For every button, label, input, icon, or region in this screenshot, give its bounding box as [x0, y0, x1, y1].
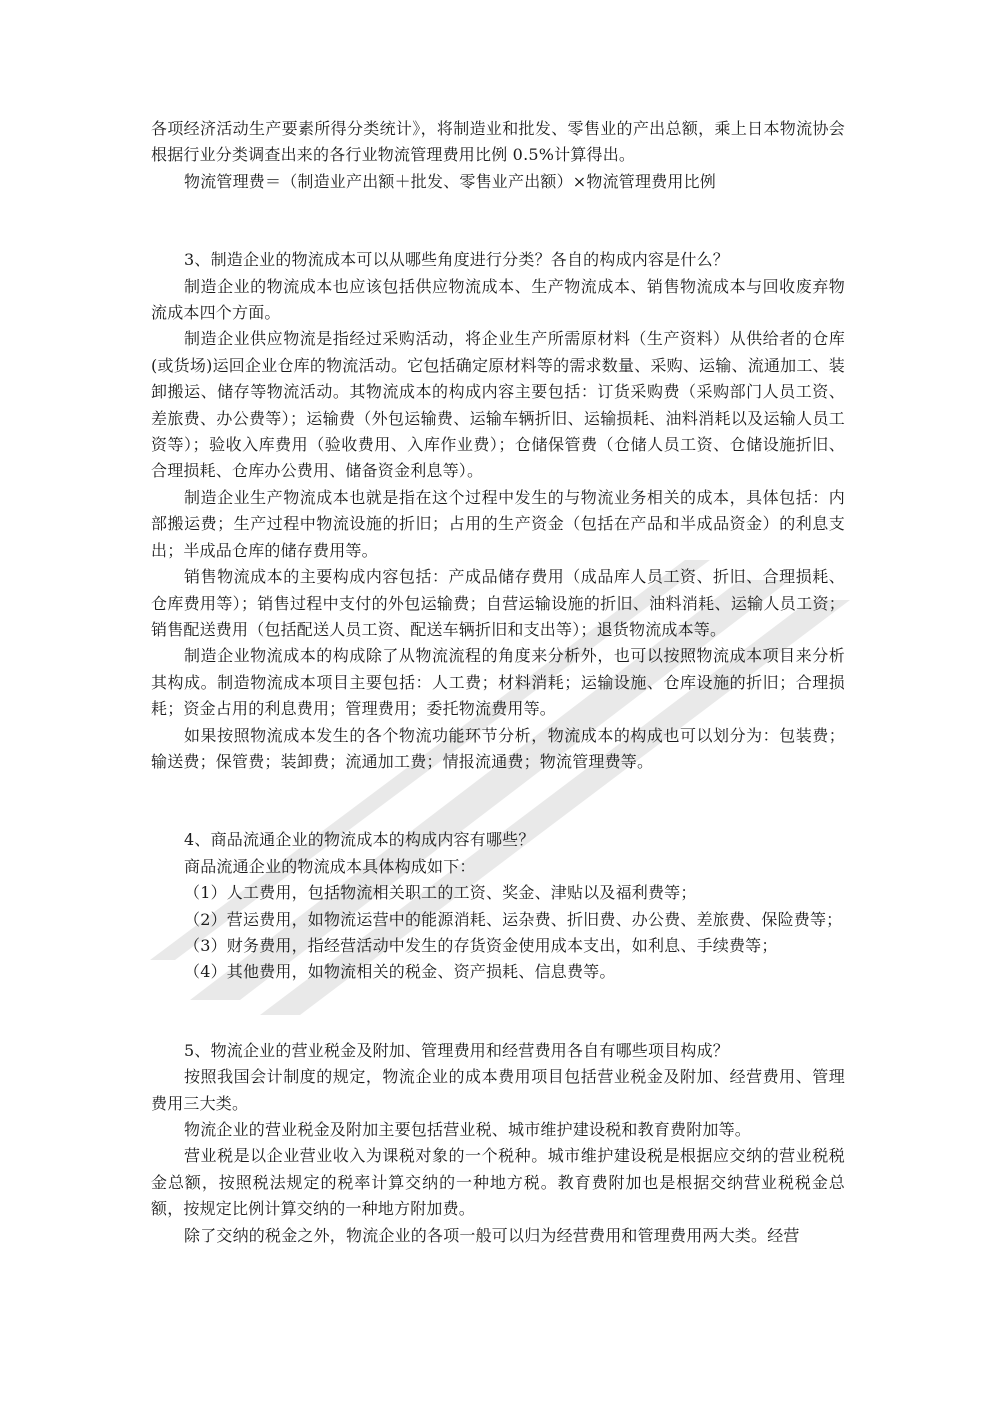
- paragraph: 3、制造企业的物流成本可以从哪些角度进行分类？各自的构成内容是什么？: [184, 250, 729, 270]
- paragraph: （3）财务费用，指经营活动中发生的存货资金使用成本支出，如利息、手续费等；: [184, 935, 778, 955]
- paragraph: 制造企业的物流成本也应该包括供应物流成本、生产物流成本、销售物流成本与回收废弃物流成本四个方面。: [151, 276, 845, 323]
- paragraph: 除了交纳的税金之外，物流企业的各项一般可以归为经营费用和管理费用两大类。经营: [184, 1225, 800, 1245]
- paragraph: 制造企业生产物流成本也就是指在这个过程中发生的与物流业务相关的成本，具体包括：内部搬运费；生产过程中物流设施的折旧；占用的生产资金（包括在产品和半成品资金）的利息支出；半成品仓库的储存费用等。: [151, 487, 845, 560]
- document-body: [151, 116, 845, 1249]
- paragraph: 物流管理费＝（制造业产出额＋批发、零售业产出额）×物流管理费用比例: [184, 171, 717, 191]
- paragraph: （4）其他费用，如物流相关的税金、资产损耗、信息费等。: [184, 962, 616, 982]
- section-gap: [151, 775, 845, 827]
- section-gap: [151, 195, 845, 247]
- paragraph: （2）营运费用，如物流运营中的能源消耗、运杂费、折旧费、办公费、差旅费、保险费等；: [184, 909, 843, 929]
- paragraph: 销售物流成本的主要构成内容包括：产成品储存费用（成品库人员工资、折旧、合理损耗、仓库费用等）；销售过程中支付的外包运输费；自营运输设施的折旧、油料消耗、运输人员工资；销售配送费用（包括配送人员工资、配送车辆折旧和支出等）；退货物流成本等。: [151, 567, 845, 639]
- paragraph: 如果按照物流成本发生的各个物流功能环节分析，物流成本的构成也可以划分为：包装费；输送费；保管费；装卸费；流通加工费；情报流通费；物流管理费等。: [151, 725, 845, 771]
- section-gap: [151, 986, 845, 1038]
- paragraph: 物流企业的营业税金及附加主要包括营业税、城市维护建设税和教育费附加等。: [184, 1120, 752, 1139]
- paragraph: 商品流通企业的物流成本具体构成如下：: [184, 856, 476, 876]
- paragraph: 制造企业物流成本的构成除了从物流流程的角度来分析外，也可以按照物流成本项目来分析其构成。制造物流成本项目主要包括：人工费；材料消耗；运输设施、仓库设施的折旧；合理损耗；资金占用的利息费用；管理费用；委托物流费用等。: [151, 646, 845, 719]
- paragraph: 按照我国会计制度的规定，物流企业的成本费用项目包括营业税金及附加、经营费用、管理费用三大类。: [151, 1067, 845, 1113]
- paragraph: （1）人工费用，包括物流相关职工的工资、奖金、津贴以及福利费等；: [184, 883, 697, 903]
- paragraph: 各项经济活动生产要素所得分类统计》，将制造业和批发、零售业的产出总额，乘上日本物流协会根据行业分类调查出来的各行业物流管理费用比例 0.5%计算得出。: [151, 119, 845, 165]
- paragraph: 营业税是以企业营业收入为课税对象的一个税种。城市维护建设税是根据应交纳的营业税税金总额，按照税法规定的税率计算交纳的一种地方税。教育费附加也是根据交纳营业税税金总额，按规定比例计算交纳的一种地方附加费。: [151, 1146, 845, 1219]
- paragraph: 5、物流企业的营业税金及附加、管理费用和经营费用各自有哪些项目构成？: [184, 1040, 729, 1060]
- paragraph: 制造企业供应物流是指经过采购活动，将企业生产所需原材料（生产资料）从供给者的仓库(或货场)运回企业仓库的物流活动。它包括确定原材料等的需求数量、采购、运输、流通加工、装卸搬运、储存等物流活动。其物流成本的构成内容主要包括：订货采购费（采购部门人员工资、差旅费、办公费等）；运输费（外包运输费、运输车辆折旧、运输损耗、油料消耗以及运输人员工资等）；验收入库费用（验收费用、入库作业费）；仓储保管费（仓储人员工资、仓储设施折旧、合理损耗、仓库办公费用、储备资金利息等）。: [151, 329, 845, 481]
- paragraph: 4、商品流通企业的物流成本的构成内容有哪些？: [184, 830, 535, 850]
